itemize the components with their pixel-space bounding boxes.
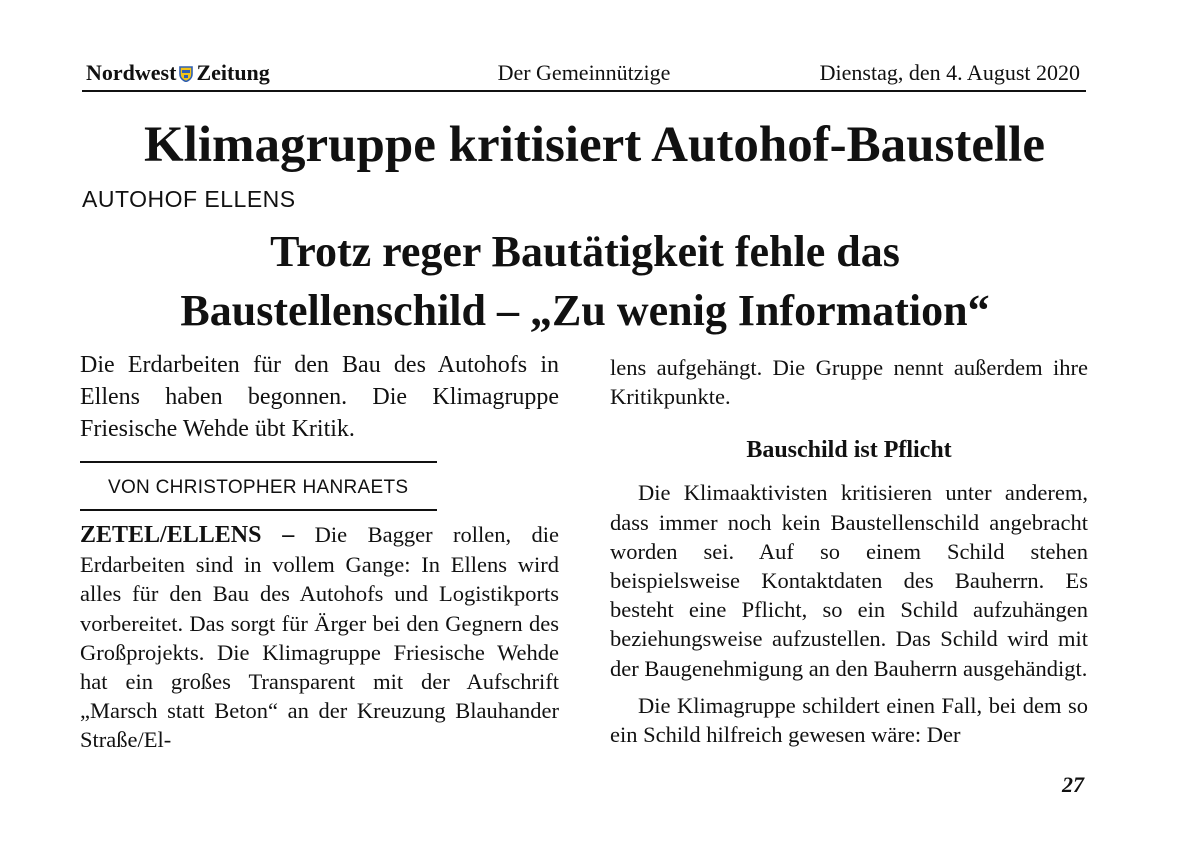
page-number: 27 bbox=[1062, 772, 1084, 797]
body-paragraph-1-continued: lens aufgehängt. Die Gruppe nennt außerdem ihre Kritikpunkte. bbox=[610, 355, 1088, 410]
dateline: ZETEL/ELLENS – bbox=[80, 522, 295, 548]
newspaper-header bbox=[82, 58, 1086, 92]
edition-name: Der Gemeinnützige bbox=[497, 60, 671, 85]
body-paragraph-1-text: Die Bagger rollen, die Erdarbeiten sind in vollem Gange: In Ellens wird alles für den Bau des Autohofs und Logistikports vorbereitet. Das sorgt für Ärger bei den Gegnern des Großprojekts. Die Klimagruppe Friesische Wehde hat ein großes Transparent mit der Aufschrift „Marsch statt Beton“ an der Kreuzung Blauhander Straße/El- bbox=[80, 522, 560, 753]
subheadline-line-2: Baustellenschild – „Zu wenig Information“ bbox=[180, 286, 990, 335]
author-byline: VON CHRISTOPHER HANRAETS bbox=[108, 477, 409, 498]
article-headline: Klimagruppe kritisiert Autohof-Baustelle bbox=[144, 117, 1045, 173]
left-column bbox=[80, 349, 559, 755]
masthead-word-right: Zeitung bbox=[196, 60, 270, 85]
body-paragraph-2: Die Klimaaktivisten kritisieren unter anderem, dass immer noch kein Baustellenschild angebracht worden sei. Auf so einem Schild stehen beispielsweise Kontaktdaten des Bauherrn. Es besteht eine Pflicht, so ein Schild aufzuhängen beziehungsweise aufzustellen. Das Schild wird mit der Baugenehmigung an den Bauherrn ausgehändigt. bbox=[610, 480, 1088, 681]
article-kicker: AUTOHOF ELLENS bbox=[82, 186, 296, 212]
body-paragraph-3: Die Klimagruppe schildert einen Fall, bei dem so ein Schild hilfreich gewesen wäre: Der bbox=[610, 692, 1088, 748]
article-subheadline bbox=[80, 222, 1090, 340]
section-subhead: Bauschild ist Pflicht bbox=[746, 437, 952, 464]
byline-rule-bottom bbox=[80, 509, 437, 511]
article-teaser: Die Erdarbeiten für den Bau des Autohofs in Ellens haben begonnen. Die Klimagruppe Friesische Wehde übt Kritik. bbox=[80, 352, 559, 442]
body-paragraph-1 bbox=[80, 520, 559, 755]
issue-date: Dienstag, den 4. August 2020 bbox=[819, 60, 1080, 85]
right-column bbox=[610, 353, 1088, 749]
subheadline-line-1: Trotz reger Bautätigkeit fehle das bbox=[270, 227, 900, 276]
masthead-word-left: Nordwest bbox=[86, 60, 177, 85]
